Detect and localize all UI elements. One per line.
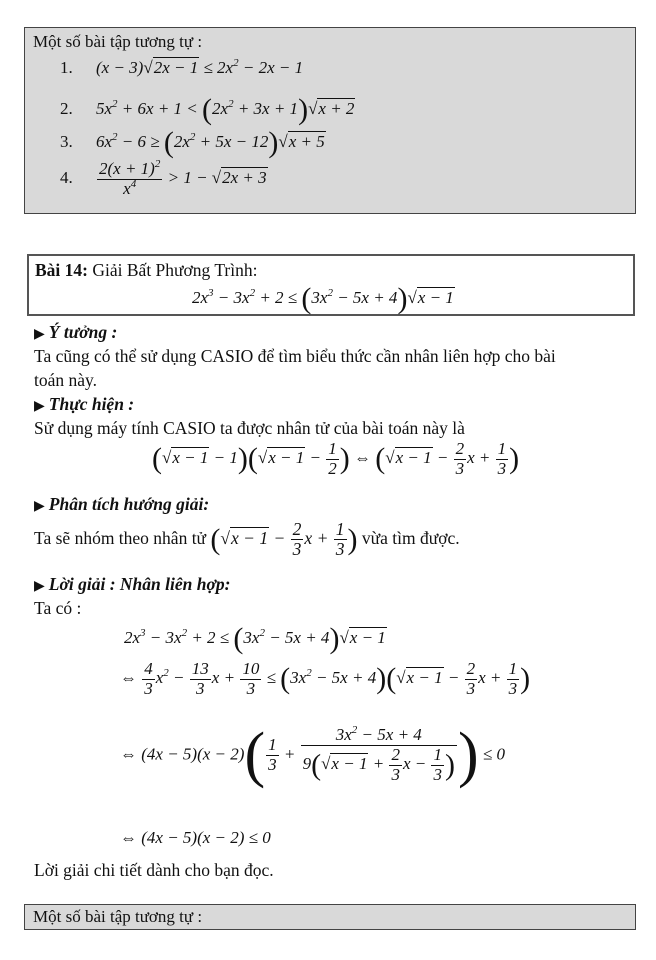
box-title-2: Một số bài tập tương tự :: [33, 907, 203, 926]
idea-text-1: Ta cũng có thể sử dụng CASIO để tìm biểu thức cần nhân liên hợp cho bài: [34, 346, 556, 366]
closing-text: Lời giải chi tiết dành cho bạn đọc.: [34, 860, 274, 880]
problem-label: Bài 14:: [35, 260, 88, 280]
analysis-heading: ▶ Phân tích hướng giải:: [34, 494, 210, 514]
solution-heading: ▶ Lời giải : Nhân liên hợp:: [34, 574, 231, 594]
analysis-line: Ta sẽ nhóm theo nhân tử (√x − 1 − $\frac{2}{3}$ x + $\frac{1}{3}$ ) vừa tìm được.: [34, 519, 460, 560]
solution-step-1: $2x^3 - 3x^2 + 2 \le (3x^2 - 5x + 4)√x - 1$: [124, 622, 386, 655]
solution-intro: Ta có :: [34, 598, 82, 618]
impl-heading: ▶ Thực hiện :: [34, 394, 135, 414]
exercise-3: 3. $6x^2 - 6 \ge (2x^2 + 5x - 12)√x + 5$: [60, 126, 325, 159]
similar-exercises-box-2: [24, 904, 636, 930]
solution-step-4: ⇔ (4x − 5)(x − 2) ≤ 0: [120, 828, 271, 847]
exercise-1: 1. $(x - 3)√2x - 1 \le 2x^2 - 2x - 1$: [60, 57, 304, 77]
solution-step-2: ⇔ $\frac{4}{3}$ $x^2$ − $\frac{13}{3}$ x + $\frac{10}{3}$ ≤ $(3x^2 - 5x + 4)(√x - 1$ − $\frac{2}{3}$ x + $\frac{1}{3}$ ): [120, 659, 531, 698]
idea-text-2: toán này.: [34, 370, 98, 390]
box-title: Một số bài tập tương tự :: [33, 32, 203, 51]
solution-step-3: ⇔ (4x − 5)(x − 2)( $\frac{1}{3}$ + $3x^2 - 5x + 4$ 9(√x − 1 + $\frac{2}{3}$ x − $\frac{1}{3}$ ) ) ≤ 0: [120, 721, 505, 789]
exercise-4: 4. $\frac{2(x + 1)^2}{x^4}$ > 1 − √2x + 3: [60, 158, 267, 198]
exercise-2: 2. $5x^2 + 6x + 1 < (2x^2 + 3x + 1)√x + 2$: [60, 93, 355, 126]
idea-heading: ▶ Ý tưởng :: [34, 322, 118, 342]
factor-expression: (√x − 1 − 1)(√x − 1 − $\frac{1}{2}$ ) ⇔ (√x − 1 − $\frac{2}{3}$ x + $\frac{1}{3}$ ): [152, 439, 520, 478]
problem-title: Giải Bất Phương Trình:: [92, 260, 258, 280]
problem-inequality: $2x^3 - 3x^2 + 2 \le (3x^2 - 5x + 4)√x - 1$: [192, 282, 454, 315]
impl-text: Sử dụng máy tính CASIO ta được nhân tử của bài toán này là: [34, 418, 465, 438]
